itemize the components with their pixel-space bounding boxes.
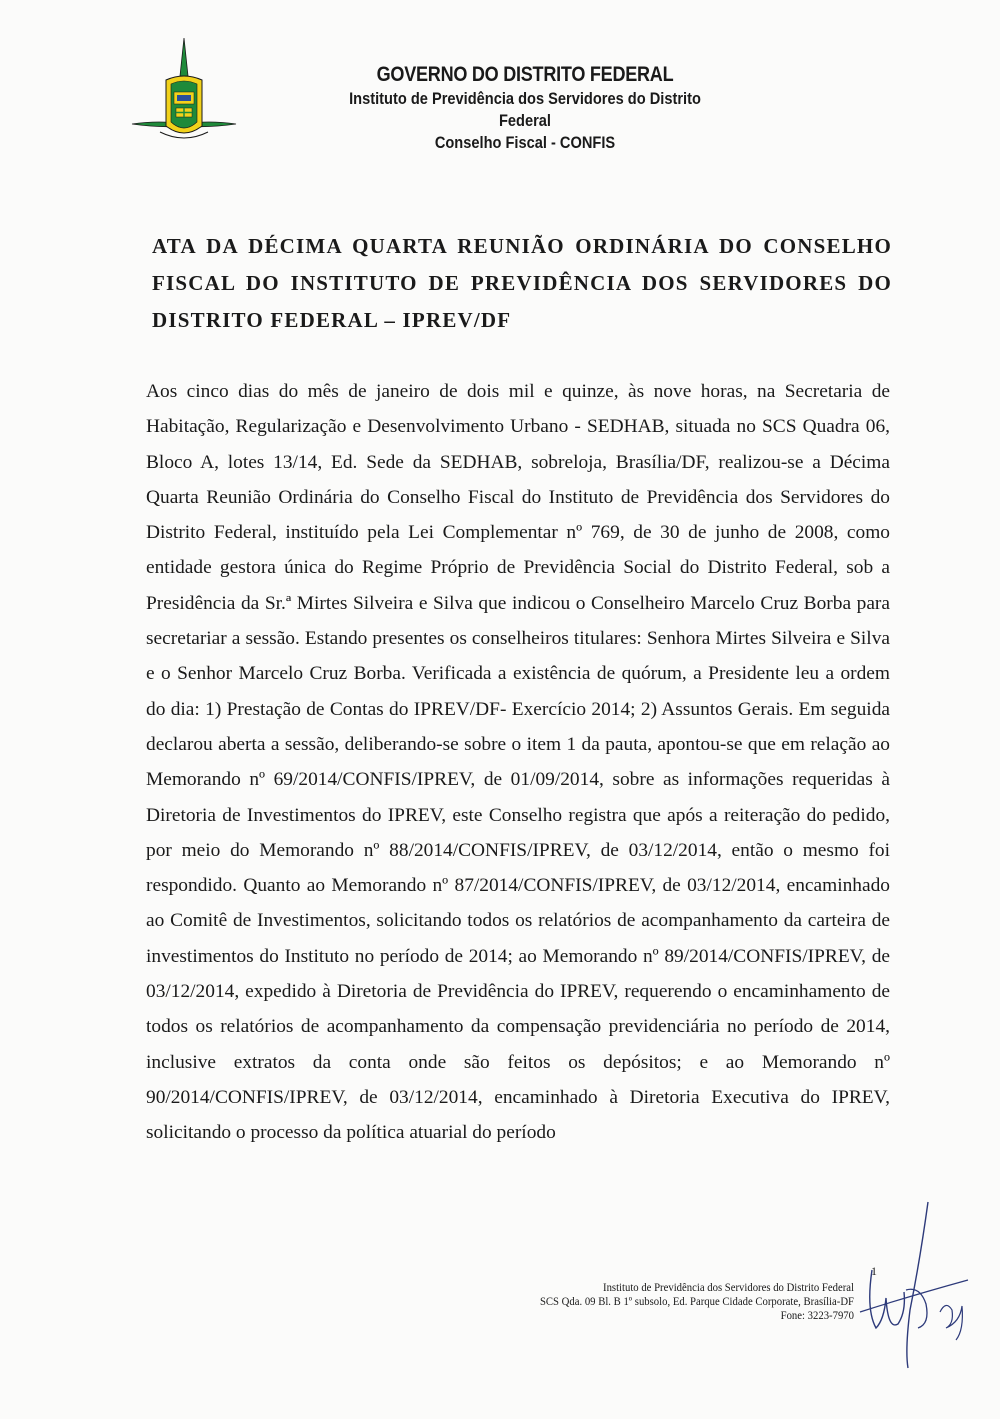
footer-address-line: SCS Qda. 09 Bl. B 1º subsolo, Ed. Parque Cidade Corporate, Brasília-DF <box>539 1296 854 1308</box>
minutes-body: Aos cinco dias do mês de janeiro de dois mil e quinze, às nove horas, na Secretaria de Habitação, Regularização e Desenvolvimento Urbano - SEDHAB, situada no SCS Quadra 06, Bloco A, lotes 13/14, Ed. Sede da SEDHAB, sobreloja, Brasília/DF, realizou-se a Décima Quarta Reunião Ordinária do Conselho Fiscal do Instituto de Previdência dos Servidores do Distrito Federal, instituído pela Lei Complementar nº 769, de 30 de junho de 2008, como entidade gestora única do Regime Próprio de Previdência Social do Distrito Federal, sob a Presidência da Sr.ª Mirtes Silveira e Silva que indicou o Conselheiro Marcelo Cruz Borba para secretariar a sessão. Estando presentes os conselheiros titulares: Senhora Mirtes Silveira e Silva e o Senhor Marcelo Cruz Borba. Verificada a existência de quórum, a Presidente leu a ordem do dia: 1) Prestação de Contas do IPREV/DF- Exercício 2014; 2) Assuntos Gerais. Em seguida declarou aberta a sessão, deliberando-se sobre o item 1 da pauta, apontou-se que em relação ao Memorando nº 69/2014/CONFIS/IPREV, de 01/09/2014, sobre as informações requeridas à Diretoria de Investimentos do IPREV, este Conselho registra que após a reiteração do pedido, por meio do Memorando nº 88/2014/CONFIS/IPREV, de 03/12/2014, então o mesmo foi respondido. Quanto ao Memorando nº 87/2014/CONFIS/IPREV, de 03/12/2014, encaminhado ao Comitê de Investimentos, solicitando todos os relatórios de acompanhamento da carteira de investimentos do Instituto no período de 2014; ao Memorando nº 89/2014/CONFIS/IPREV, de 03/12/2014, expedido à Diretoria de Previdência do IPREV, requerendo o encaminhamento de todos os relatórios de acompanhamento da compensação previdenciária no período de 2014, inclusive extratos da conta onde são feitos os depósitos; e ao Memorando nº 90/2014/CONFIS/IPREV, de 03/12/2014, encaminhado à Diretoria Executiva do IPREV, solicitando o processo da política atuarial do período <box>146 381 890 1144</box>
gdf-coat-of-arms-icon <box>130 36 238 146</box>
footer-phone: Fone: 3223-7970 <box>780 1310 854 1322</box>
handwritten-signature <box>850 1200 980 1370</box>
council-name: Conselho Fiscal - CONFIS <box>434 133 616 152</box>
footer-institute: Instituto de Previdência dos Servidores do Distrito Federal <box>603 1282 854 1294</box>
page-number: 1 <box>871 1264 877 1278</box>
government-name: GOVERNO DO DISTRITO FEDERAL <box>376 63 674 86</box>
document-title: ATA DA DÉCIMA QUARTA REUNIÃO ORDINÁRIA DO CONSELHO FISCAL DO INSTITUTO DE PREVIDÊNCIA DOS SERVIDORES DO DISTRITO FEDERAL – IPREV/DF <box>152 234 892 332</box>
institute-name: Instituto de Previdência dos Servidores do Distrito Federal <box>349 89 701 130</box>
letterhead <box>323 62 727 154</box>
footer-address <box>430 1281 854 1323</box>
